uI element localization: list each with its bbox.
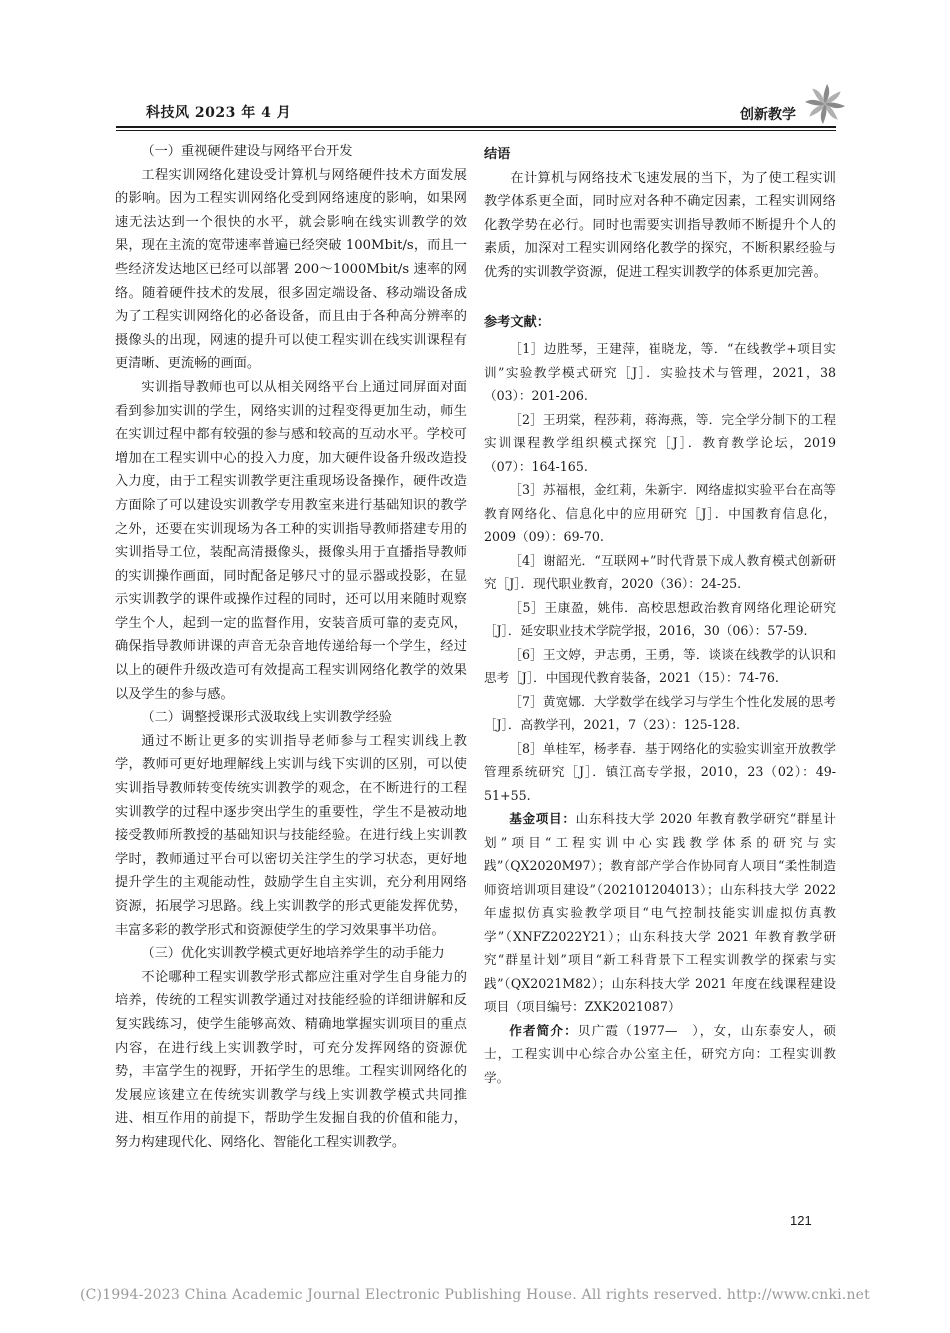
- conclusion-title: 结语: [484, 147, 511, 162]
- references-title: 参考文献：: [484, 314, 550, 330]
- reference-item: ［8］单桂军，杨孝春．基于网络化的实验实训室开放教学管理系统研究［J］．镇江高专学报，2010，23（02）：49-51+55.: [484, 740, 836, 803]
- reference-item: ［3］苏福根，金红莉，朱新宇．网络虚拟实验平台在高等教育网络化、信息化中的应用研究［J］．中国教育信息化，2009（09）：69-70.: [484, 482, 836, 545]
- funding-label: 基金项目：: [509, 811, 576, 827]
- body-paragraph: 实训指导教师也可以从相关网络平台上通过同屏面对面看到参加实训的学生，网络实训的过程变得更加生动，师生在实训过程中都有较强的参与感和较高的互动水平。学校可增加在工程实训中心的投入力度，加大硬件设备升级改造投入力度，由于工程实训教学更注重现场设备操作，硬件改造方面除了可以建设实训教学专用教室来进行基础知识的教学之外，还要在实训现场为各工种的实训指导教师搭建专用的实训指导工位，装配高清摄像头，摄像头用于直播指导教师的实训操作画面，同时配备足够尺寸的显示器或投影，在显示实训教学的课件或操作过程的同时，还可以用来随时观察学生个人，起到一定的监督作用，安装音质可靠的麦克风，确保指导教师讲课的声音无杂音地传递给每一个学生，经过以上的硬件升级改造可有效提高工程实训网络化教学的效果以及学生的参与感。: [115, 379, 467, 702]
- reference-item: ［1］边胜琴，王建萍，崔晓龙，等．“在线教学+项目实训”实验教学模式研究［J］．实验技术与管理，2021，38（03）：201-206.: [484, 341, 836, 404]
- subsection-heading-2: （二）调整授课形式汲取线上实训教学经验: [141, 710, 392, 726]
- conclusion-paragraph: 在计算机与网络技术飞速发展的当下，为了使工程实训教学体系更全面，同时应对各种不确定因素，工程实训网络化教学势在必行。同时也需要实训指导教师不断提升个人的素质，加深对工程实训网络化教学的探究，不断积累经验与优秀的实训教学资源，促进工程实训教学的体系更加完善。: [484, 170, 836, 280]
- left-column: [115, 140, 467, 1155]
- reference-item: ［7］黄宽娜．大学数学在线学习与学生个性化发展的思考［J］．高教学刊，2021，7（23）：125-128.: [484, 693, 836, 733]
- reference-list: [484, 337, 836, 807]
- subsection-heading-1: （一）重视硬件建设与网络平台开发: [141, 144, 353, 159]
- header-rule-thick: [116, 126, 836, 128]
- section-header: 创新教学: [740, 107, 796, 123]
- body-paragraph: 工程实训网络化建设受计算机与网络硬件技术方面发展的影响。因为工程实训网络化受到网络速度的影响，如果网速无法达到一个很快的水平，就会影响在线实训教学的效果，现在主流的宽带速率普遍已经突破 100Mbit/s，而且一些经济发达地区已经可以部署 200～1000Mbit/s 速率的网络。随着硬件技术的发展，很多固定端设备、移动端设备成为了工程实训网络化的必备设备，而且由于各种高分辨率的摄像头的出现，网速的提升可以使工程实训在线实训课程有更清晰、更流畅的画面。: [115, 167, 467, 372]
- author-bio-block: [484, 1019, 836, 1090]
- author-label: 作者简介：: [509, 1022, 578, 1038]
- journal-header: 科技风 2023 年 4 月: [146, 105, 292, 121]
- funding-text: 山东科技大学 2020 年教育教学研究“群星计划”项目“工程实训中心实践教学体系的研究与实践”（QX2020M97）；教育部产学合作协同育人项目“柔性制造师资培训项目建设”（202101204013）；山东科技大学 2022 年虚拟仿真实验教学项目“电气控制技能实训虚拟仿真教学”（XNFZ2022Y21）；山东科技大学 2021 年教育教学研究“群星计划”项目“新工科背景下工程实训教学的探索与实践”（QX2021M82）；山东科技大学 2021 年度在线课程建设项目（项目编号：ZXK2021087）: [484, 811, 837, 1015]
- right-column: [484, 140, 836, 1089]
- reference-item: ［2］王玥棠，程莎莉，蒋海燕，等．完全学分制下的工程实训课程教学组织模式探究［J］．教育教学论坛，2019（07）：164-165.: [484, 411, 836, 474]
- copyright-footer: (C)1994-2023 China Academic Journal Electronic Publishing House. All rights reserved. http://www.cnki.net: [79, 1287, 870, 1303]
- funding-block: [484, 807, 836, 1019]
- body-paragraph: 通过不断让更多的实训指导老师参与工程实训线上教学，教师可更好地理解线上实训与线下实训的区别，可以使实训指导教师转变传统实训教学的观念，在不断进行的工程实训教学的过程中逐步突出学生的重要性，学生不是被动地接受教师所教授的基础知识与技能经验。在进行线上实训教学时，教师通过平台可以密切关注学生的学习状态，更好地提升学生的主观能动性，鼓励学生自主实训，充分利用网络资源，拓展学习思路。线上实训教学的形式更能发挥优势，丰富多彩的教学形式和资源使学生的学习效果事半功倍。: [115, 733, 467, 938]
- author-text: 贝广霞（1977— ），女，山东泰安人，硕士，工程实训中心综合办公室主任，研究方向：工程实训教学。: [484, 1022, 836, 1085]
- reference-item: ［6］王文婷，尹志勇，王勇，等．谈谈在线教学的认识和思考［J］．中国现代教育装备，2021（15）：74-76.: [484, 646, 836, 686]
- page-number: 121: [790, 1213, 812, 1228]
- reference-item: ［4］谢韶光．“互联网+”时代背景下成人教育模式创新研究［J］．现代职业教育，2020（36）：24-25.: [484, 552, 836, 592]
- reference-item: ［5］王康盈，姚伟．高校思想政治教育网络化理论研究［J］．延安职业技术学院学报，2016，30（06）：57-59.: [484, 599, 836, 639]
- pinwheel-logo-icon: [803, 82, 847, 126]
- subsection-heading-3: （三）优化实训教学模式更好地培养学生的动手能力: [141, 946, 445, 962]
- body-paragraph: 不论哪种工程实训教学形式都应注重对学生自身能力的培养，传统的工程实训教学通过对技能经验的详细讲解和反复实践练习，使学生能够高效、精确地掌握实训项目的重点内容，在进行线上实训教学时，可充分发挥网络的资源优势，丰富学生的视野，开拓学生的思维。工程实训网络化的发展应该建立在传统实训教学与线上实训教学模式共同推进、相互作用的前提下，帮助学生发掘自我的价值和能力，努力构建现代化、网络化、智能化工程实训教学。: [115, 969, 467, 1150]
- header-rule-thin: [116, 130, 836, 131]
